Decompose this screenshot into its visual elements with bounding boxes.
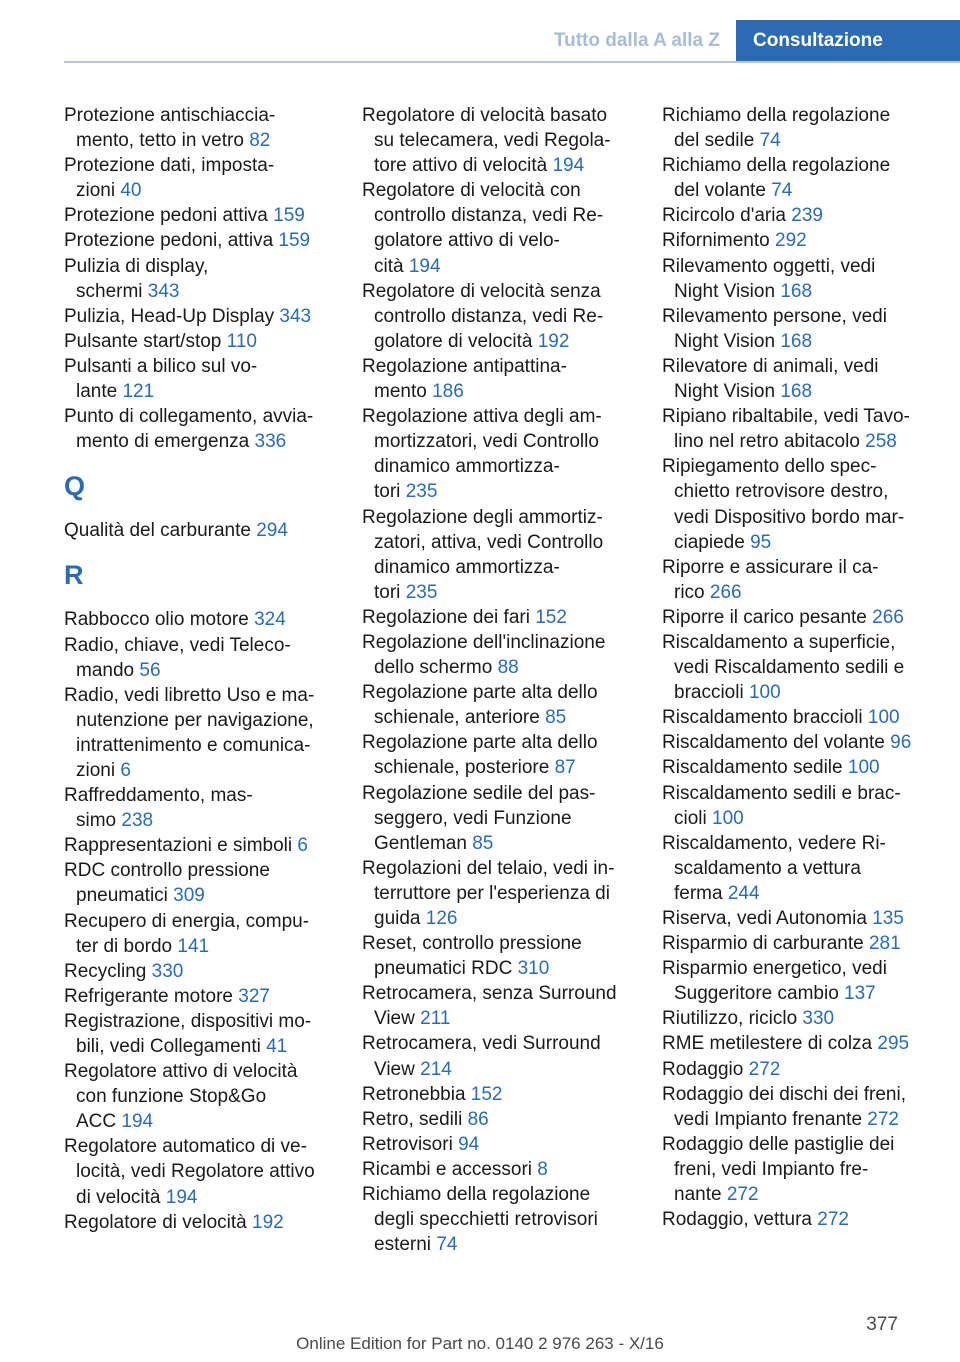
index-entry-text: Registrazione, dispositivi mo- bili, vedi Collegamenti xyxy=(64,1010,312,1057)
index-page-link[interactable]: 192 xyxy=(537,330,570,352)
index-entry xyxy=(362,605,637,630)
index-entry-text: Protezione pedoni attiva xyxy=(64,205,274,227)
index-entry-text: Retronebbia xyxy=(362,1083,471,1105)
index-page-link[interactable]: 100 xyxy=(712,807,744,829)
index-entry-text: Regolazione parte alta dello schienale, posteriore xyxy=(362,732,598,779)
index-entry xyxy=(662,730,954,755)
index-entry xyxy=(362,730,637,780)
index-entry xyxy=(662,304,954,354)
header-divider xyxy=(64,61,960,63)
index-entry xyxy=(362,178,637,278)
index-page-link[interactable]: 168 xyxy=(780,280,813,302)
index-entry-text: Risparmio energetico, vedi Suggeritore cambio xyxy=(662,958,887,1005)
index-page-link[interactable]: 211 xyxy=(420,1008,451,1030)
index-page-link[interactable]: 8 xyxy=(537,1158,548,1180)
index-entry xyxy=(64,858,356,908)
index-page-link[interactable]: 330 xyxy=(151,960,184,982)
index-entry xyxy=(662,630,954,705)
index-entry xyxy=(362,981,637,1031)
index-entry-text: Protezione pedoni, attiva xyxy=(64,230,279,252)
index-entry xyxy=(662,153,954,203)
index-entry-text: Riscaldamento del volante xyxy=(662,732,891,754)
index-page-link[interactable]: 141 xyxy=(177,935,210,957)
index-page-link[interactable]: 239 xyxy=(791,205,823,227)
footer-edition: Online Edition for Part no. 0140 2 976 263 - X/16 xyxy=(296,1334,664,1353)
index-page-link[interactable]: 324 xyxy=(254,609,286,631)
index-page-link[interactable]: 6 xyxy=(297,835,308,857)
index-page-link[interactable]: 194 xyxy=(121,1111,154,1133)
index-entry xyxy=(64,1210,356,1235)
index-page-link[interactable]: 82 xyxy=(249,130,271,152)
index-entry-text: RME metilestere di colza xyxy=(662,1033,878,1055)
index-page-link[interactable]: 100 xyxy=(867,707,900,729)
index-entry xyxy=(64,304,356,329)
index-entry-text: Retrocamera, vedi Surround View xyxy=(362,1033,601,1080)
index-entry-text: Regolatore di velocità xyxy=(64,1211,252,1233)
index-entry xyxy=(362,354,637,404)
index-entry xyxy=(64,833,356,858)
index-entry-text: Richiamo della regolazione degli specchietti retrovisori esterni xyxy=(362,1184,598,1256)
index-entry-text: Protezione dati, imposta- zioni xyxy=(64,155,275,202)
index-entry xyxy=(64,254,356,304)
index-entry xyxy=(662,404,954,454)
index-entry-text: Pulsanti a bilico sul vo- lante xyxy=(64,355,258,403)
index-page-link[interactable]: 110 xyxy=(226,330,257,352)
index-entry xyxy=(362,856,637,931)
index-entry xyxy=(662,228,954,253)
index-entry-text: Rifornimento xyxy=(662,230,775,252)
index-entry-text: Riporre e assicurare il ca- rico xyxy=(662,556,879,603)
index-page-link[interactable]: 159 xyxy=(273,205,305,227)
index-entry-text: Rilevamento oggetti, vedi Night Vision xyxy=(662,255,876,302)
index-entry xyxy=(662,956,954,1006)
header-tab-consultazione: Consultazione xyxy=(736,20,960,63)
index-entry xyxy=(64,683,356,783)
index-entry xyxy=(362,1182,637,1257)
index-page-link[interactable]: 235 xyxy=(405,581,438,603)
index-entry-text: Riscaldamento braccioli xyxy=(662,707,868,729)
index-entry xyxy=(662,203,954,228)
index-page-link[interactable]: 74 xyxy=(436,1234,458,1256)
index-letter-heading: Q xyxy=(64,471,86,502)
index-entry xyxy=(64,607,356,632)
page-number: 377 xyxy=(866,1314,898,1335)
index-entry xyxy=(662,705,954,730)
index-page-link[interactable]: 292 xyxy=(775,230,807,252)
index-entry-text: Radio, chiave, vedi Teleco- mando xyxy=(64,634,291,681)
index-entry xyxy=(662,454,954,554)
index-page-link[interactable]: 100 xyxy=(847,757,880,779)
index-page-link[interactable]: 100 xyxy=(748,682,781,704)
index-entry xyxy=(362,680,637,730)
index-entry xyxy=(64,1134,356,1209)
index-entry xyxy=(64,783,356,833)
index-page-link[interactable]: 152 xyxy=(535,606,567,628)
header-section-title: Tutto dalla A alla Z xyxy=(553,30,720,51)
index-entry xyxy=(64,329,356,354)
index-entry xyxy=(662,1132,954,1207)
index-entry-text: Richiamo della regolazione del volante xyxy=(662,155,891,202)
index-page-link[interactable]: 294 xyxy=(256,520,288,542)
index-entry-text: Regolazione dell'inclinazione dello schermo xyxy=(362,631,606,679)
index-page-link[interactable]: 258 xyxy=(865,431,897,453)
index-page-link[interactable]: 309 xyxy=(173,885,205,907)
index-entry xyxy=(662,931,954,956)
index-page-link[interactable]: 192 xyxy=(252,1211,284,1233)
index-entry-text: Rilevatore di animali, vedi Night Vision xyxy=(662,355,879,403)
index-page-link[interactable]: 194 xyxy=(552,155,585,177)
index-entry-text: Rodaggio xyxy=(662,1058,749,1080)
index-entry-text: Rappresentazioni e simboli xyxy=(64,835,298,857)
index-page-link[interactable]: 266 xyxy=(872,606,904,628)
index-page-link[interactable]: 238 xyxy=(121,810,154,832)
index-entry-text: Reset, controllo pressione pneumatici RDC xyxy=(362,933,582,980)
index-entry xyxy=(64,153,356,203)
index-entry xyxy=(362,103,637,178)
index-page-link[interactable]: 336 xyxy=(254,431,287,453)
index-entry-text: Riscaldamento sedili e brac- cioli xyxy=(662,782,901,829)
index-letter-heading: R xyxy=(64,560,84,591)
index-page-link[interactable]: 343 xyxy=(147,280,180,302)
index-entry-text: Rabbocco olio motore xyxy=(64,609,255,631)
index-page-link[interactable]: 86 xyxy=(467,1108,489,1130)
index-entry-text: Rilevamento persone, vedi Night Vision xyxy=(662,305,887,352)
index-entry xyxy=(662,555,954,605)
index-entry-text: Regolatore di velocità senza controllo distanza, vedi Re- golatore di velocità xyxy=(362,280,604,352)
index-entry-text: Recycling xyxy=(64,960,152,982)
index-page-link[interactable]: 244 xyxy=(727,882,760,904)
index-page-link[interactable]: 6 xyxy=(120,759,131,781)
index-entry xyxy=(64,633,356,683)
index-entry-text: Richiamo della regolazione del sedile xyxy=(662,105,891,152)
index-page-link[interactable]: 94 xyxy=(458,1133,480,1155)
index-entry xyxy=(64,203,356,228)
index-page-link[interactable]: 88 xyxy=(497,657,519,679)
index-entry-text: Retrovisori xyxy=(362,1133,459,1155)
index-entry xyxy=(662,1057,954,1082)
index-entry-text: Pulsante start/stop xyxy=(64,330,227,352)
index-entry xyxy=(64,959,356,984)
index-entry-text: Regolatore di velocità con controllo distanza, vedi Re- golatore attivo di velo- cità xyxy=(362,180,604,277)
index-entry-text: Raffreddamento, mas- simo xyxy=(64,785,253,832)
index-entry xyxy=(662,254,954,304)
index-entry xyxy=(362,1082,637,1107)
index-page-link[interactable]: 194 xyxy=(408,255,441,277)
index-entry-text: Riserva, vedi Autonomia xyxy=(662,908,873,929)
index-entry xyxy=(64,228,356,253)
index-entry-text: Recupero di energia, compu- ter di bordo xyxy=(64,910,310,957)
index-page-link[interactable]: 272 xyxy=(748,1058,781,1080)
index-page-link[interactable]: 126 xyxy=(425,908,458,929)
index-entry-text: Regolatore di velocità basato su telecamera, vedi Regola- tore attivo di velocità xyxy=(362,105,611,177)
index-column-2 xyxy=(362,103,637,1257)
index-entry xyxy=(362,1031,637,1081)
index-column-1 xyxy=(64,103,356,1235)
index-entry xyxy=(64,518,356,543)
index-entry xyxy=(662,1031,954,1056)
index-page-link[interactable]: 327 xyxy=(238,985,270,1007)
index-entry-text: Ripiegamento dello spec- chietto retrovisore destro, vedi Dispositivo bordo mar- ciapiede xyxy=(662,456,905,553)
index-page-link[interactable]: 330 xyxy=(802,1008,835,1030)
index-page-link[interactable]: 85 xyxy=(545,707,567,729)
index-entry-text: Qualità del carburante xyxy=(64,520,257,542)
index-entry-text: Rodaggio, vettura xyxy=(662,1209,818,1231)
index-entry xyxy=(362,781,637,856)
index-entry xyxy=(64,1059,356,1134)
index-entry-text: Pulizia, Head-Up Display xyxy=(64,305,280,327)
index-entry-text: Regolazione parte alta dello schienale, anteriore xyxy=(362,682,598,729)
index-entry-text: Regolatore automatico di ve- locità, vedi Regolatore attivo di velocità xyxy=(64,1136,315,1208)
index-page-link[interactable]: 74 xyxy=(759,130,781,152)
index-entry-text: Regolazione attiva degli am- mortizzatori, vedi Controllo dinamico ammortizza- tori xyxy=(362,406,602,503)
index-entry-text: Riscaldamento a superficie, vedi Riscaldamento sedili e braccioli xyxy=(662,631,905,704)
index-page-link[interactable]: 295 xyxy=(877,1033,910,1055)
index-entry xyxy=(362,1157,637,1182)
index-page-link[interactable]: 310 xyxy=(517,958,550,980)
index-entry xyxy=(662,1082,954,1132)
index-entry-text: Regolazioni del telaio, vedi in- terruttore per l'esperienza di guida xyxy=(362,857,615,929)
index-entry xyxy=(662,103,954,153)
index-entry-text: Protezione antischiaccia- mento, tetto in vetro xyxy=(64,105,276,152)
index-entry xyxy=(362,1107,637,1132)
index-entry-text: Rodaggio delle pastiglie dei freni, vedi Impianto fre- nante xyxy=(662,1133,895,1206)
index-entry xyxy=(362,279,637,354)
index-entry xyxy=(362,505,637,605)
index-page-link[interactable]: 272 xyxy=(726,1184,759,1206)
index-entry xyxy=(64,404,356,454)
index-page-link[interactable]: 85 xyxy=(472,832,494,854)
index-entry xyxy=(64,984,356,1009)
index-page-link[interactable]: 74 xyxy=(771,180,793,202)
index-page-link[interactable]: 194 xyxy=(165,1186,198,1208)
index-entry-text: Riporre il carico pesante xyxy=(662,606,873,628)
index-entry-text: Riscaldamento sedile xyxy=(662,757,848,779)
index-entry-text: Radio, vedi libretto Uso e ma- nutenzione per navigazione, intrattenimento e comunica- zioni xyxy=(64,684,315,781)
index-page-link[interactable]: 214 xyxy=(420,1058,452,1080)
index-column-3 xyxy=(662,103,954,1232)
index-entry-text: Riscaldamento, vedere Ri- scaldamento a vettura ferma xyxy=(662,832,886,904)
index-page-link[interactable]: 121 xyxy=(122,381,155,403)
index-page-link[interactable]: 272 xyxy=(867,1108,899,1130)
index-entry-text: Ricircolo d'aria xyxy=(662,205,792,227)
index-entry xyxy=(662,755,954,780)
index-page-link[interactable]: 272 xyxy=(817,1209,849,1231)
index-page-link[interactable]: 168 xyxy=(780,381,813,403)
index-entry-text: Ripiano ribaltabile, vedi Tavo- lino nel retro abitacolo xyxy=(662,406,910,453)
index-entry xyxy=(662,605,954,630)
index-entry xyxy=(64,909,356,959)
index-page-link[interactable]: 266 xyxy=(709,581,742,603)
index-page-link[interactable]: 281 xyxy=(868,933,901,955)
index-entry-text: RDC controllo pressione pneumatici xyxy=(64,860,270,907)
index-entry-text: Rodaggio dei dischi dei freni, vedi Impianto frenante xyxy=(662,1083,906,1130)
index-entry xyxy=(662,354,954,404)
index-entry xyxy=(662,781,954,831)
index-entry-text: Retrocamera, senza Surround View xyxy=(362,983,617,1030)
index-page-link[interactable]: 343 xyxy=(279,305,312,327)
index-entry-text: Punto di collegamento, avvia- mento di emergenza xyxy=(64,406,314,453)
index-page-link[interactable]: 168 xyxy=(780,330,813,352)
index-page-link[interactable]: 95 xyxy=(750,531,772,553)
index-entry xyxy=(362,404,637,504)
index-entry-text: Ricambi e accessori xyxy=(362,1158,538,1180)
index-page-link[interactable]: 152 xyxy=(470,1083,503,1105)
index-entry-text: Riutilizzo, riciclo xyxy=(662,1008,803,1030)
index-page-link[interactable]: 186 xyxy=(432,381,464,403)
index-entry-text: Retro, sedili xyxy=(362,1108,468,1130)
index-entry-text: Risparmio di carburante xyxy=(662,933,869,955)
index-entry-text: Refrigerante motore xyxy=(64,985,239,1007)
index-entry-text: Regolazione antipattina- mento xyxy=(362,355,567,403)
index-entry-text: Regolazione sedile del pas- seggero, vedi Funzione Gentleman xyxy=(362,782,596,854)
index-entry-text: Regolazione dei fari xyxy=(362,606,536,628)
index-entry xyxy=(662,1207,954,1232)
index-entry xyxy=(64,1009,356,1059)
index-page-link[interactable]: 56 xyxy=(139,659,161,681)
index-entry xyxy=(362,1132,637,1157)
index-entry-text: Pulizia di display, schermi xyxy=(64,255,209,302)
index-entry xyxy=(662,831,954,906)
index-entry xyxy=(64,354,356,404)
index-page-link[interactable]: 235 xyxy=(405,481,438,503)
index-entry xyxy=(362,931,637,981)
index-page-link[interactable]: 137 xyxy=(844,983,876,1005)
index-page-link[interactable]: 40 xyxy=(120,180,142,202)
index-page-link[interactable]: 41 xyxy=(266,1036,288,1057)
index-page-link[interactable]: 96 xyxy=(890,732,912,754)
index-page-link[interactable]: 159 xyxy=(278,230,311,252)
index-entry xyxy=(362,630,637,680)
index-entry xyxy=(662,1006,954,1031)
index-entry-text: Regolazione degli ammortiz- zatori, attiva, vedi Controllo dinamico ammortizza- tori xyxy=(362,506,604,603)
index-entry xyxy=(64,103,356,153)
index-page-link[interactable]: 135 xyxy=(872,908,904,929)
index-entry xyxy=(662,906,954,931)
index-page-link[interactable]: 87 xyxy=(554,757,576,779)
index-entry-text: Regolatore attivo di velocità con funzione Stop&Go ACC xyxy=(64,1061,298,1133)
